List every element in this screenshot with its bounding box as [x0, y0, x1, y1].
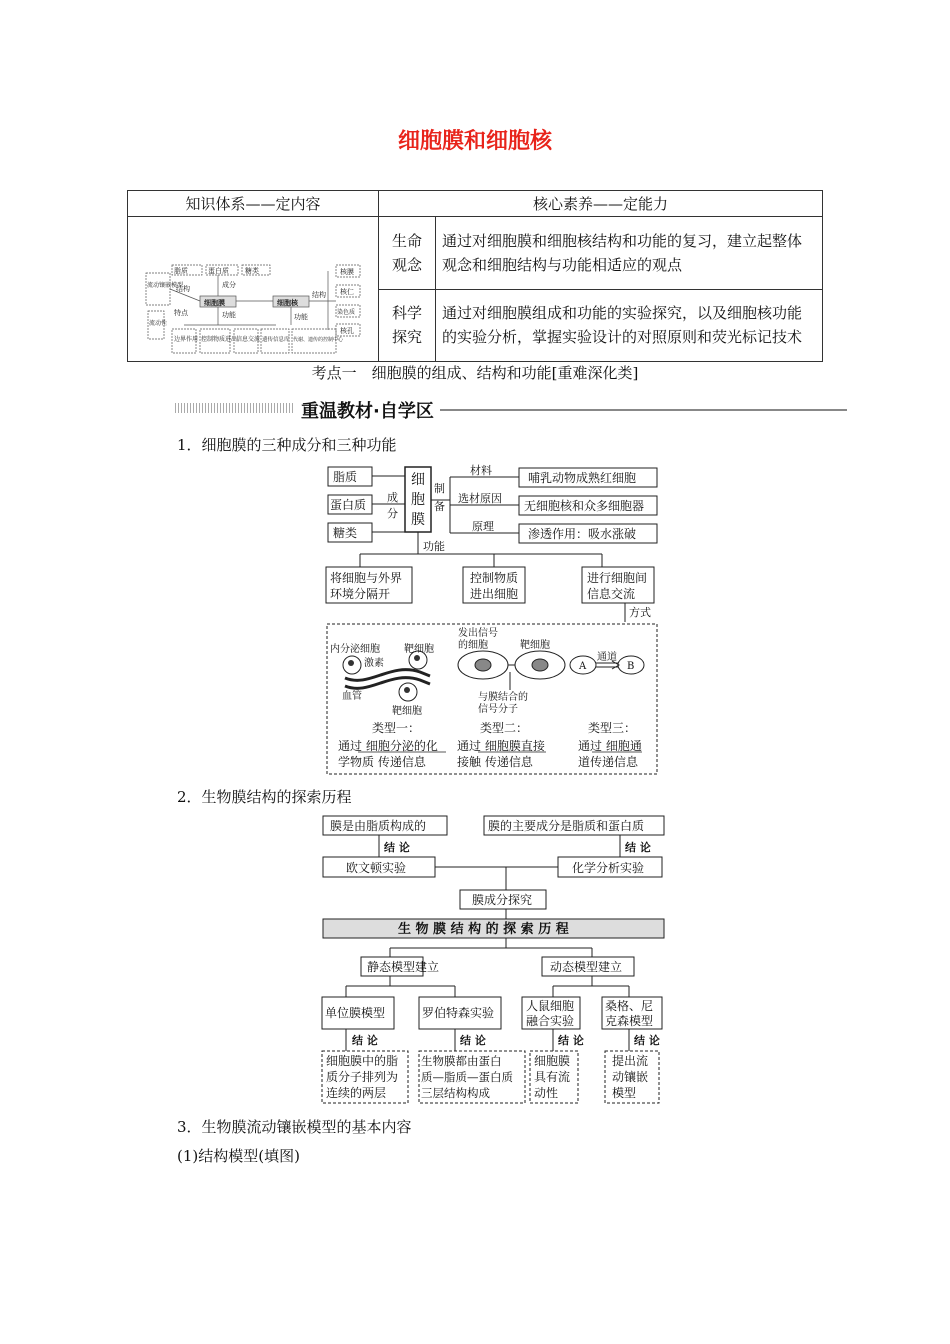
fig1-func-2b: 进出细胞: [470, 587, 519, 601]
fig1-func-3a: 进行细胞间: [587, 571, 648, 585]
fig1-type2-desc-a: 通过 细胞膜直接: [457, 739, 545, 753]
fig2-jielun-2: 结 论: [460, 1034, 486, 1047]
fig2-jielun-1: 结 论: [352, 1034, 378, 1047]
thumb-right-2: 核仁: [340, 288, 354, 296]
membrane-composition-function-diagram: [320, 462, 665, 778]
fig1-t1-b: 激素: [364, 658, 384, 669]
fig1-lipid: 脂质: [333, 470, 358, 484]
fig1-prep-box-3: 渗透作用：吸水涨破: [528, 527, 637, 541]
thumb-bottom2a: 遗传信息库: [262, 337, 290, 343]
fig2-conc-4c: 模型: [612, 1086, 637, 1100]
fig1-t1-d: 血管: [342, 691, 362, 702]
section-3-subheading: (1)结构模型(填图): [177, 1147, 300, 1165]
fig1-t2-e: 信号分子: [478, 704, 518, 715]
thumb-label-jiegou: 结构: [176, 285, 190, 293]
fig1-prep-label-1: 材料: [470, 464, 492, 477]
thumb-label-chengfen: 成分: [222, 281, 236, 289]
fig2-conc-2a: 生物膜都由蛋白: [421, 1054, 502, 1068]
fig2-banner: 生 物 膜 结 构 的 探 索 历 程: [398, 922, 569, 937]
thumb-label-tedian: 特点: [174, 309, 188, 317]
thumb-nucleus: 细胞核: [277, 298, 298, 307]
fig1-type-3: 类型三：: [588, 721, 637, 735]
fig1-t2-c: 靶细胞: [520, 640, 550, 651]
fig1-t3-c: B: [627, 661, 635, 672]
fig2-model-3b: 融合实验: [526, 1014, 575, 1028]
thumb-lipid: 脂质: [174, 267, 188, 275]
thumb-bottom1a: 边界作用: [174, 336, 199, 343]
fig1-t3-a: 通道: [597, 652, 617, 663]
fig1-prep-box-2: 无细胞核和众多细胞器: [524, 499, 645, 513]
fig1-t2-b: 的细胞: [458, 640, 488, 651]
fig2-model-4a: 桑格、尼: [605, 999, 654, 1013]
intro-table: [127, 190, 823, 362]
fig2-static: 静态模型建立: [367, 960, 440, 974]
fig1-center-1: 细: [411, 472, 425, 488]
fig1-t3-b: A: [579, 661, 587, 672]
fig1-func-1b: 环境分隔开: [330, 587, 391, 601]
fig2-model-2: 罗伯特森实验: [422, 1006, 495, 1020]
fig1-t1-c: 靶细胞: [404, 644, 434, 655]
right-header: 核心素养——定能力: [379, 191, 823, 217]
fig2-conc-1a: 细胞膜中的脂: [326, 1054, 399, 1068]
fig2-dynamic: 动态模型建立: [550, 960, 623, 974]
section-2-heading: 2．生物膜结构的探索历程: [177, 788, 352, 806]
fig1-type2-desc-b: 接触 传递信息: [457, 755, 533, 769]
thumb-label-gongneng: 功能: [222, 311, 236, 319]
fig2-conc-2b: 质—脂质—蛋白质: [421, 1070, 513, 1084]
fig2-conc-4b: 动镶嵌: [612, 1070, 649, 1084]
fig1-type1-desc-a: 通过 细胞分泌的化: [338, 739, 438, 753]
section-band: [175, 398, 847, 420]
fig1-bei: 备: [434, 500, 445, 513]
fig2-conc-3a: 细胞膜: [534, 1054, 571, 1068]
fig2-top-right: 膜的主要成分是脂质和蛋白质: [488, 819, 645, 833]
fig1-function-label: 功能: [423, 540, 445, 553]
fig1-zhi: 制: [434, 482, 445, 495]
fig1-func-1a: 将细胞与外界: [330, 571, 403, 585]
fig1-t2-a: 发出信号: [458, 628, 498, 639]
fig2-top-left: 膜是由脂质构成的: [330, 819, 427, 833]
fig2-conc-1b: 质分子排列为: [326, 1070, 399, 1084]
fig2-jielun-left: 结 论: [384, 841, 410, 854]
thumb-membrane: 细胞膜: [204, 298, 225, 307]
fig1-prep-label-3: 原理: [472, 520, 494, 533]
fig2-center: 膜成分探究: [472, 893, 533, 907]
knowledge-map: [128, 217, 366, 357]
thumb-right-4: 核孔: [340, 327, 354, 335]
thumb-label-gongneng2: 功能: [294, 313, 308, 321]
band-hatch: [175, 403, 295, 413]
fig2-conc-3b: 具有流: [534, 1070, 571, 1084]
fig1-type1-desc-b: 学物质 传递信息: [338, 755, 426, 769]
fig2-mid-left: 欧文顿实验: [346, 861, 407, 875]
fig1-fangshi: 方式: [629, 606, 651, 619]
fig1-cheng: 成: [387, 491, 398, 504]
membrane-exploration-history-diagram: [320, 812, 668, 1108]
fig2-jielun-3: 结 论: [558, 1034, 584, 1047]
fig1-t1-a: 内分泌细胞: [330, 644, 380, 655]
knowledge-thumbnail: [128, 217, 379, 362]
fig2-model-3a: 人鼠细胞: [526, 999, 575, 1013]
thumb-label-jiegou2: 结构: [312, 291, 326, 299]
fig1-prep-label-2: 选材原因: [458, 492, 502, 505]
fig1-t2-d: 与膜结合的: [478, 692, 528, 703]
section-1-heading: 1．细胞膜的三种成分和三种功能: [177, 436, 397, 454]
fig2-jielun-4: 结 论: [634, 1034, 660, 1047]
tag-science-inquiry: 科学探究: [379, 289, 436, 362]
fig2-model-4b: 克森模型: [605, 1014, 654, 1028]
thumb-bottom2b: 代谢、遗传的控制中心: [293, 337, 344, 343]
fig1-type-1: 类型一：: [372, 721, 421, 735]
row-life-concept: 通过对细胞膜和细胞核结构和功能的复习，建立起整体观念和细胞结构与功能相适应的观点: [436, 217, 823, 290]
row-science-inquiry: 通过对细胞膜组成和功能的实验探究，以及细胞核功能的实验分析，掌握实验设计的对照原则和荧光标记技术: [436, 289, 823, 362]
fig2-conc-1c: 连续的两层: [326, 1086, 387, 1100]
fig1-func-3b: 信息交流: [587, 587, 636, 601]
thumb-bottom1c: 信息交流: [236, 336, 261, 343]
band-label: 重温教材·自学区: [301, 397, 440, 423]
thumb-bottom1b: 控制物质进出: [201, 336, 238, 343]
kaodian-heading: 考点一 细胞膜的组成、结构和功能[重难深化类]: [311, 364, 639, 382]
fig1-fen: 分: [387, 507, 398, 520]
fig1-prep-box-1: 哺乳动物成熟红细胞: [528, 471, 637, 485]
fig1-center-3: 膜: [411, 512, 425, 528]
left-header: 知识体系——定内容: [128, 191, 379, 217]
thumb-fluid-mosaic: 流动镶嵌模型: [147, 282, 184, 289]
fig2-jielun-right: 结 论: [625, 841, 651, 854]
fig1-func-2a: 控制物质: [470, 571, 519, 585]
tag-life-concept: 生命观念: [379, 217, 436, 290]
section-3-heading: 3．生物膜流动镶嵌模型的基本内容: [177, 1118, 412, 1136]
fig1-type-2: 类型二：: [480, 721, 529, 735]
fig1-t1-e: 靶细胞: [392, 706, 422, 717]
fig2-conc-4a: 提出流: [612, 1054, 649, 1068]
fig2-mid-right: 化学分析实验: [572, 861, 645, 875]
page-title: 细胞膜和细胞核: [397, 129, 552, 154]
thumb-right-1: 核膜: [340, 268, 354, 276]
fig2-model-1: 单位膜模型: [325, 1006, 386, 1020]
fig1-sugar: 糖类: [333, 526, 358, 540]
fig1-type3-desc-b: 道传递信息: [578, 755, 639, 769]
fig2-conc-2c: 三层结构构成: [421, 1086, 490, 1100]
fig2-conc-3c: 动性: [534, 1086, 559, 1100]
thumb-fluidity: 流动性: [149, 320, 168, 327]
thumb-protein: 蛋白质: [208, 267, 229, 275]
thumb-right-3: 染色质: [337, 309, 356, 316]
fig1-type3-desc-a: 通过 细胞通: [578, 739, 642, 753]
fig1-protein: 蛋白质: [330, 498, 367, 512]
thumb-sugar: 糖类: [245, 267, 259, 275]
fig1-center-2: 胞: [411, 492, 425, 508]
